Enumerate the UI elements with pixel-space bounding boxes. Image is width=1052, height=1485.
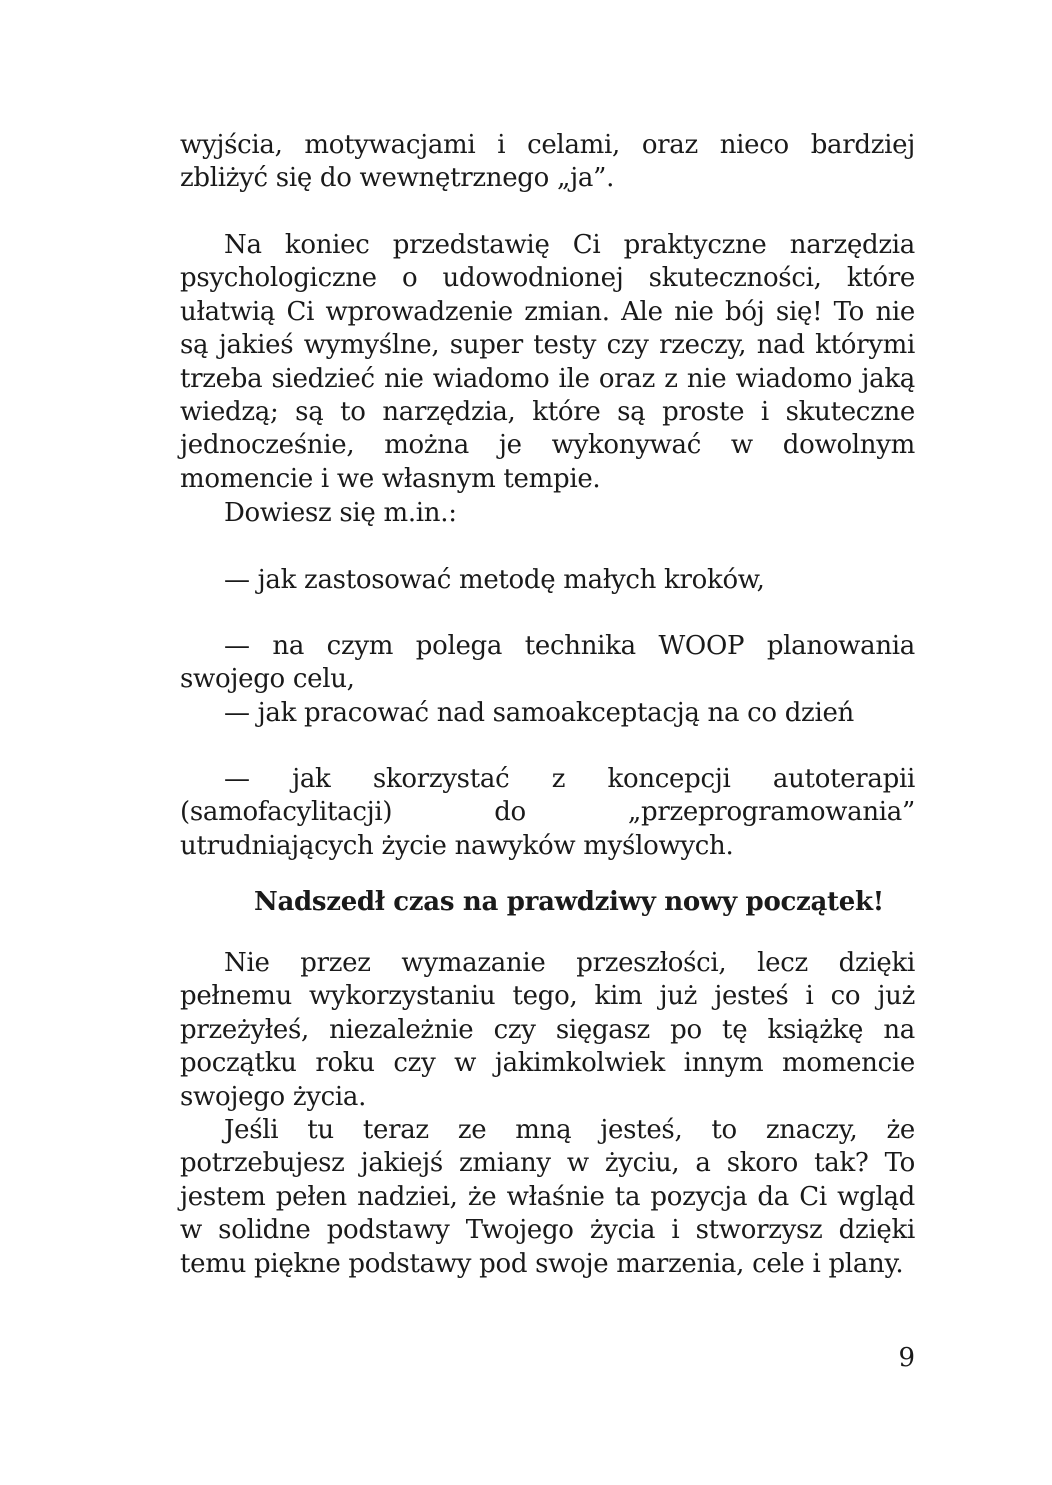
- page-number: 9: [898, 1343, 915, 1373]
- list-item: [180, 564, 915, 597]
- list-item-text: — jak skorzystać z koncepcji autoterapii (samofacylitacji) do „przeprogramowania” utrudniających życie nawyków myślowych.: [180, 764, 915, 861]
- paragraph-text: Jeśli tu teraz ze mną jesteś, to znaczy, że potrzebujesz jakiejś zmiany w życiu, a skoro tak? To jestem pełen nadziei, że właśnie ta pozycja da Ci wgląd w solidne podstawy Twojego życia i stworzysz dzięki temu piękne podstawy pod swoje marzenia, cele i plany.: [180, 1115, 915, 1279]
- paragraph-if-here: [180, 1114, 915, 1281]
- paragraph-text: Nie przez wymazanie przeszłości, lecz dzięki pełnemu wykorzystaniu tego, kim już jesteś i co już przeżyłeś, niezależnie czy sięgasz po tę książkę na początku roku czy w jakimkolwiek innym momencie swojego życia.: [180, 948, 915, 1112]
- paragraph-learn-intro: [180, 497, 915, 530]
- list-item: [180, 697, 915, 730]
- paragraph-not-erase: [180, 947, 915, 1114]
- list-item-text: — jak zastosować metodę małych kroków,: [224, 565, 765, 595]
- list-item-text: — jak pracować nad samoakceptacją na co dzień: [224, 698, 854, 728]
- paragraph-text: Na koniec przedstawię Ci praktyczne narzędzia psychologiczne o udowodnionej skuteczności, które ułatwią Ci wprowadzenie zmian. Ale nie bój się! To nie są jakieś wymyślne, super testy czy rzeczy, nad którymi trzeba siedzieć nie wiadomo ile oraz z nie wiadomo jaką wiedzą; są to narzędzia, które są proste i skuteczne jednocześnie, można je wykonywać w dowolnym momencie i we własnym tempie.: [180, 230, 915, 494]
- paragraph-text: Dowiesz się m.in.:: [224, 498, 457, 528]
- section-heading: Nadszedł czas na prawdziwy nowy początek!: [254, 887, 884, 917]
- paragraph-tools: [180, 229, 915, 496]
- paragraph-text: wyjścia, motywacjami i celami, oraz nieco bardziej zbliżyć się do wewnętrznego „ja”.: [180, 130, 915, 194]
- list-item: [180, 630, 915, 697]
- list-item-text: — na czym polega technika WOOP planowania swojego celu,: [180, 631, 915, 695]
- list-item: [180, 763, 915, 863]
- paragraph-intro-continuation: [180, 129, 915, 196]
